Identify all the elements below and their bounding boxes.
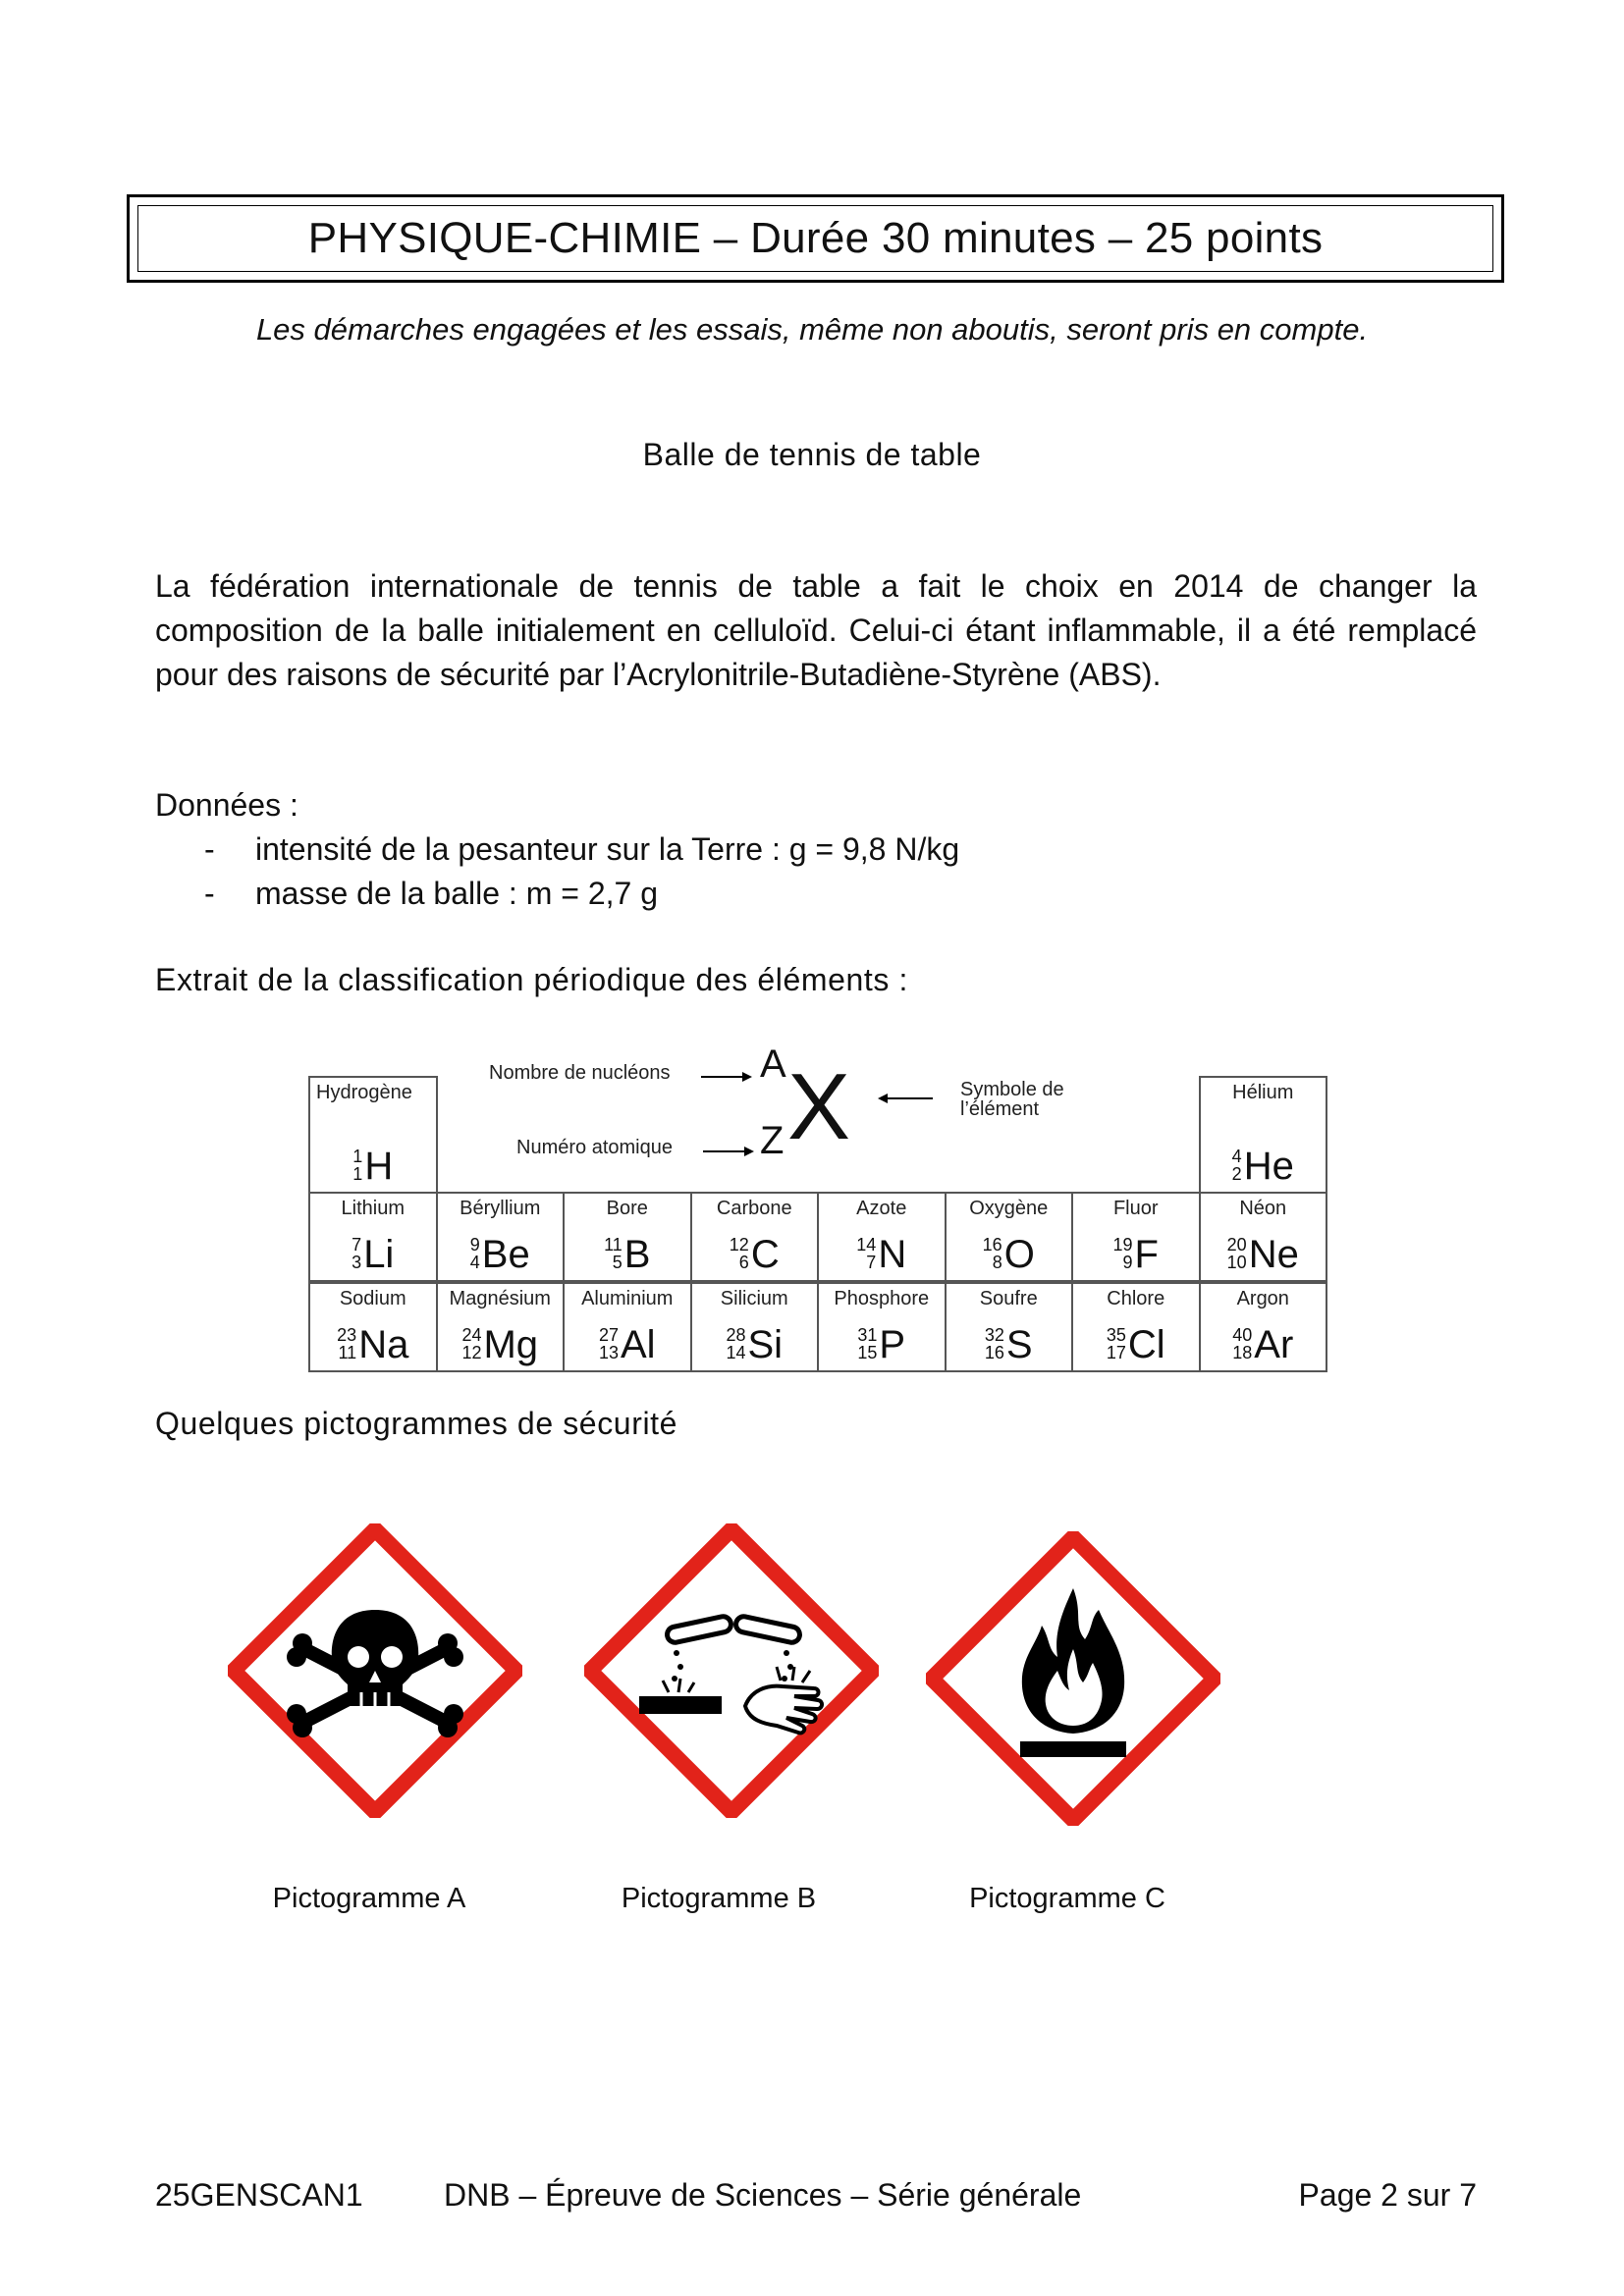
atomic-number: 11 xyxy=(338,1343,357,1362)
mass-number: 35 xyxy=(1106,1325,1126,1345)
atomic-number: 10 xyxy=(1226,1253,1247,1272)
mass-number: 24 xyxy=(461,1325,482,1345)
element-notation xyxy=(438,1325,564,1364)
element-cell-he xyxy=(1199,1076,1328,1194)
element-symbol: Na xyxy=(358,1323,409,1366)
element-symbol: F xyxy=(1134,1233,1159,1276)
legend-symbol-label-2: l’élément xyxy=(960,1098,1040,1120)
periodic-table xyxy=(308,1042,1326,1376)
element-name: Oxygène xyxy=(969,1198,1049,1219)
element-numbers xyxy=(726,1326,745,1362)
atomic-number: 17 xyxy=(1106,1343,1126,1362)
mass-number: 28 xyxy=(726,1325,746,1345)
page-title: PHYSIQUE-CHIMIE – Durée 30 minutes – 25 points xyxy=(137,205,1493,272)
subject-title: Balle de tennis de table xyxy=(642,437,982,472)
element-numbers xyxy=(352,1236,361,1271)
pictograms-heading: Quelques pictogrammes de sécurité xyxy=(155,1406,678,1441)
element-cell-n xyxy=(817,1192,947,1282)
legend-A: A xyxy=(760,1042,786,1086)
data-heading: Données : xyxy=(155,787,298,823)
corrosion-icon xyxy=(584,1523,879,1818)
element-symbol: P xyxy=(879,1323,906,1366)
element-numbers xyxy=(985,1326,1004,1362)
legend-atomic-label: Numéro atomique xyxy=(516,1137,673,1158)
element-notation xyxy=(565,1325,690,1364)
atomic-number: 9 xyxy=(1122,1253,1133,1272)
element-notation xyxy=(819,1235,945,1274)
atomic-number: 12 xyxy=(461,1343,482,1362)
element-numbers xyxy=(857,1326,877,1362)
data-item xyxy=(204,831,959,868)
mass-number: 19 xyxy=(1112,1235,1133,1255)
element-symbol: Mg xyxy=(483,1323,539,1366)
atomic-number: 15 xyxy=(857,1343,878,1362)
element-numbers xyxy=(1232,1326,1252,1362)
periodic-heading: Extrait de la classification périodique des éléments : xyxy=(155,962,909,997)
element-symbol: Cl xyxy=(1127,1323,1165,1366)
element-name: Azote xyxy=(856,1198,907,1219)
element-symbol: Li xyxy=(363,1233,395,1276)
element-numbers xyxy=(337,1326,356,1362)
intro-paragraph: La fédération internationale de tennis de table a fait le choix en 2014 de changer la composition de la balle initialement en celluloïd. Celui-ci étant inflammable, il a été remplacé pour des raisons de sécurité par l’Acrylonitrile-Butadiène-Styrène (ABS). xyxy=(155,568,1477,692)
element-cell-li xyxy=(308,1192,438,1282)
mass-number: 7 xyxy=(352,1235,362,1255)
mass-number: 1 xyxy=(352,1147,363,1166)
element-numbers xyxy=(470,1236,480,1271)
legend-symbol-label-1: Symbole de xyxy=(960,1079,1064,1100)
element-symbol: C xyxy=(750,1233,780,1276)
element-cell-ar xyxy=(1199,1282,1328,1372)
mass-number: 27 xyxy=(598,1325,619,1345)
mass-number: 31 xyxy=(857,1325,878,1345)
element-numbers xyxy=(352,1148,362,1183)
element-cell-c xyxy=(690,1192,820,1282)
atomic-number: 3 xyxy=(352,1253,362,1272)
element-symbol: Si xyxy=(747,1323,784,1366)
element-symbol: Be xyxy=(481,1233,530,1276)
element-symbol: O xyxy=(1003,1233,1035,1276)
element-symbol: H xyxy=(364,1145,394,1188)
element-cell-na xyxy=(308,1282,438,1372)
page-number: Page 2 sur 7 xyxy=(1298,2177,1477,2213)
element-symbol: S xyxy=(1005,1323,1033,1366)
pictogram-label: Pictogramme C xyxy=(969,1883,1165,1914)
bullet-dash: - xyxy=(204,831,215,867)
element-cell-o xyxy=(945,1192,1074,1282)
element-notation xyxy=(438,1235,564,1274)
arrow-right-icon xyxy=(703,1145,754,1158)
element-numbers xyxy=(1107,1326,1126,1362)
element-cell-ne xyxy=(1199,1192,1328,1282)
bullet-dash: - xyxy=(204,876,215,911)
periodic-legend xyxy=(489,1042,1143,1166)
element-cell-si xyxy=(690,1282,820,1372)
element-notation xyxy=(1073,1325,1199,1364)
header-box xyxy=(127,194,1504,283)
atomic-number: 16 xyxy=(984,1343,1004,1362)
atomic-number: 6 xyxy=(738,1253,749,1272)
instructions: Les démarches engagées et les essais, même non aboutis, seront pris en compte. xyxy=(255,312,1369,347)
legend-Z: Z xyxy=(760,1119,785,1162)
element-symbol: N xyxy=(878,1233,907,1276)
footer-title: DNB – Épreuve de Sciences – Série générale xyxy=(444,2177,1082,2213)
element-cell-h xyxy=(308,1076,438,1194)
element-notation xyxy=(1073,1235,1199,1274)
mass-number: 11 xyxy=(604,1235,623,1255)
atomic-number: 4 xyxy=(469,1253,480,1272)
arrow-right-icon xyxy=(701,1070,752,1084)
pictogram-label: Pictogramme B xyxy=(621,1883,817,1914)
mass-number: 12 xyxy=(729,1235,749,1255)
element-name: Magnésium xyxy=(449,1288,551,1309)
element-notation xyxy=(310,1325,436,1364)
data-item-text: masse de la balle : m = 2,7 g xyxy=(255,876,658,911)
element-cell-b xyxy=(563,1192,692,1282)
atomic-number: 5 xyxy=(612,1253,623,1272)
element-name: Néon xyxy=(1239,1198,1287,1219)
element-notation xyxy=(1201,1147,1326,1186)
element-cell-mg xyxy=(436,1282,566,1372)
pictogram-label: Pictogramme A xyxy=(272,1883,466,1914)
mass-number: 32 xyxy=(984,1325,1004,1345)
skull-crossbones-icon xyxy=(228,1523,522,1818)
element-numbers xyxy=(604,1236,623,1271)
legend-nucleons-label: Nombre de nucléons xyxy=(489,1062,671,1084)
element-numbers xyxy=(1113,1236,1133,1271)
mass-number: 16 xyxy=(982,1235,1002,1255)
element-numbers xyxy=(1232,1148,1242,1183)
mass-number: 23 xyxy=(337,1325,357,1345)
element-symbol: Ar xyxy=(1254,1323,1294,1366)
element-cell-cl xyxy=(1071,1282,1201,1372)
element-name: Soufre xyxy=(979,1288,1038,1309)
element-notation xyxy=(692,1235,818,1274)
element-notation xyxy=(310,1147,436,1186)
element-notation xyxy=(947,1325,1072,1364)
element-name: Carbone xyxy=(716,1198,792,1219)
element-symbol: B xyxy=(623,1233,651,1276)
element-notation xyxy=(1201,1325,1326,1364)
atomic-number: 1 xyxy=(352,1164,363,1184)
element-name: Hydrogène xyxy=(316,1082,412,1103)
mass-number: 14 xyxy=(856,1235,877,1255)
element-cell-f xyxy=(1071,1192,1201,1282)
element-name: Béryllium xyxy=(460,1198,541,1219)
element-numbers xyxy=(461,1326,481,1362)
data-item-text: intensité de la pesanteur sur la Terre : g = 9,8 N/kg xyxy=(255,831,960,867)
element-cell-p xyxy=(817,1282,947,1372)
data-item xyxy=(204,876,658,912)
footer-code: 25GENSCAN1 xyxy=(155,2177,363,2213)
element-symbol: Ne xyxy=(1248,1233,1299,1276)
element-name: Silicium xyxy=(720,1288,788,1309)
mass-number: 4 xyxy=(1231,1147,1242,1166)
element-name: Argon xyxy=(1236,1288,1289,1309)
atomic-number: 8 xyxy=(992,1253,1002,1272)
element-name: Phosphore xyxy=(834,1288,930,1309)
element-notation xyxy=(692,1325,818,1364)
element-symbol: Al xyxy=(620,1323,656,1366)
element-name: Fluor xyxy=(1112,1198,1159,1219)
element-numbers xyxy=(856,1236,876,1271)
element-name: Sodium xyxy=(339,1288,406,1309)
element-notation xyxy=(1201,1235,1326,1274)
element-cell-be xyxy=(436,1192,566,1282)
element-numbers xyxy=(730,1236,749,1271)
element-cell-s xyxy=(945,1282,1074,1372)
element-name: Lithium xyxy=(341,1198,405,1219)
element-cell-al xyxy=(563,1282,692,1372)
element-name: Bore xyxy=(606,1198,648,1219)
element-numbers xyxy=(1227,1236,1247,1271)
element-notation xyxy=(565,1235,690,1274)
legend-X: X xyxy=(787,1054,851,1159)
element-notation xyxy=(819,1325,945,1364)
atomic-number: 18 xyxy=(1232,1343,1253,1362)
atomic-number: 13 xyxy=(598,1343,619,1362)
element-symbol: He xyxy=(1243,1145,1294,1188)
atomic-number: 7 xyxy=(866,1253,877,1272)
mass-number: 9 xyxy=(469,1235,480,1255)
arrow-left-icon xyxy=(878,1092,933,1105)
flame-icon xyxy=(926,1531,1220,1826)
element-notation xyxy=(947,1235,1072,1274)
mass-number: 40 xyxy=(1232,1325,1253,1345)
element-name: Chlore xyxy=(1107,1288,1165,1309)
element-numbers xyxy=(599,1326,619,1362)
element-name: Hélium xyxy=(1232,1082,1294,1103)
element-numbers xyxy=(983,1236,1002,1271)
atomic-number: 14 xyxy=(726,1343,746,1362)
element-notation xyxy=(310,1235,436,1274)
atomic-number: 2 xyxy=(1231,1164,1242,1184)
mass-number: 20 xyxy=(1226,1235,1247,1255)
element-name: Aluminium xyxy=(581,1288,674,1309)
